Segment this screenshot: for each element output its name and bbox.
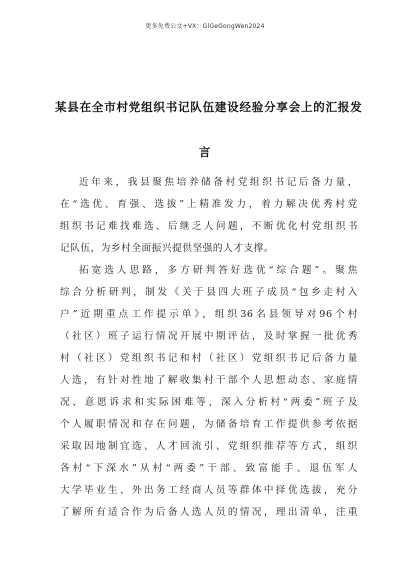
- text-line: 个人履职情况和存在问题，为储备培育工作提供参考依据: [60, 419, 358, 430]
- text-line: 在“选优、育强、选拔”上精准发力，着力解决优秀村党: [60, 199, 358, 210]
- header-note: 更多免费公文+VX：GlGeGongWen2024: [145, 23, 265, 30]
- document-title-line-1: 某县在全市村党组织书记队伍建设经验分享会上的汇报发: [55, 100, 363, 114]
- document-title-line-2: 言: [198, 145, 212, 159]
- text-line: 况、意愿诉求和实际困难等，深入分析村“两委”班子及: [60, 397, 358, 408]
- text-line: 大学毕业生、外出务工经商人员等群体中择优选拔，充分: [60, 485, 358, 496]
- text-line: 各村“下深水”从村“两委”干部、致富能手、退伍军人: [60, 463, 358, 474]
- text-line: （社区）班子运行情况开展中期评估，及时掌握一批优秀: [60, 331, 358, 342]
- text-line: 近年来，我县聚焦培养储备村党组织书记后备力量，: [79, 177, 358, 188]
- text-line: 了解所有适合作为后备人选人员的情况，理出清单，注重: [60, 507, 358, 518]
- text-line: 村（社区）党组织书记和村（社区）党组织书记后备力量: [60, 353, 358, 364]
- text-line: 人选，有针对性地了解收集村干部个人思想动态、家庭情: [60, 375, 358, 386]
- text-line: 记队伍，为乡村全面振兴提供坚强的人才支撑。: [60, 243, 275, 254]
- text-line: 组织书记难找难选、后继乏人问题，不断优化村党组织书: [60, 221, 358, 232]
- text-line: 综合分析研判，制发《关于县四大班子成员“包乡走村入: [60, 287, 358, 298]
- text-line: 户”近期重点工作提示单》，组织36名县领导对96个村: [60, 309, 358, 320]
- text-line: 拓宽选人思路，多方研判答好选优“综合题”。聚焦: [79, 265, 358, 276]
- text-line: 采取因地制宜选、人才回流引、党组织推荐等方式，组织: [60, 441, 358, 452]
